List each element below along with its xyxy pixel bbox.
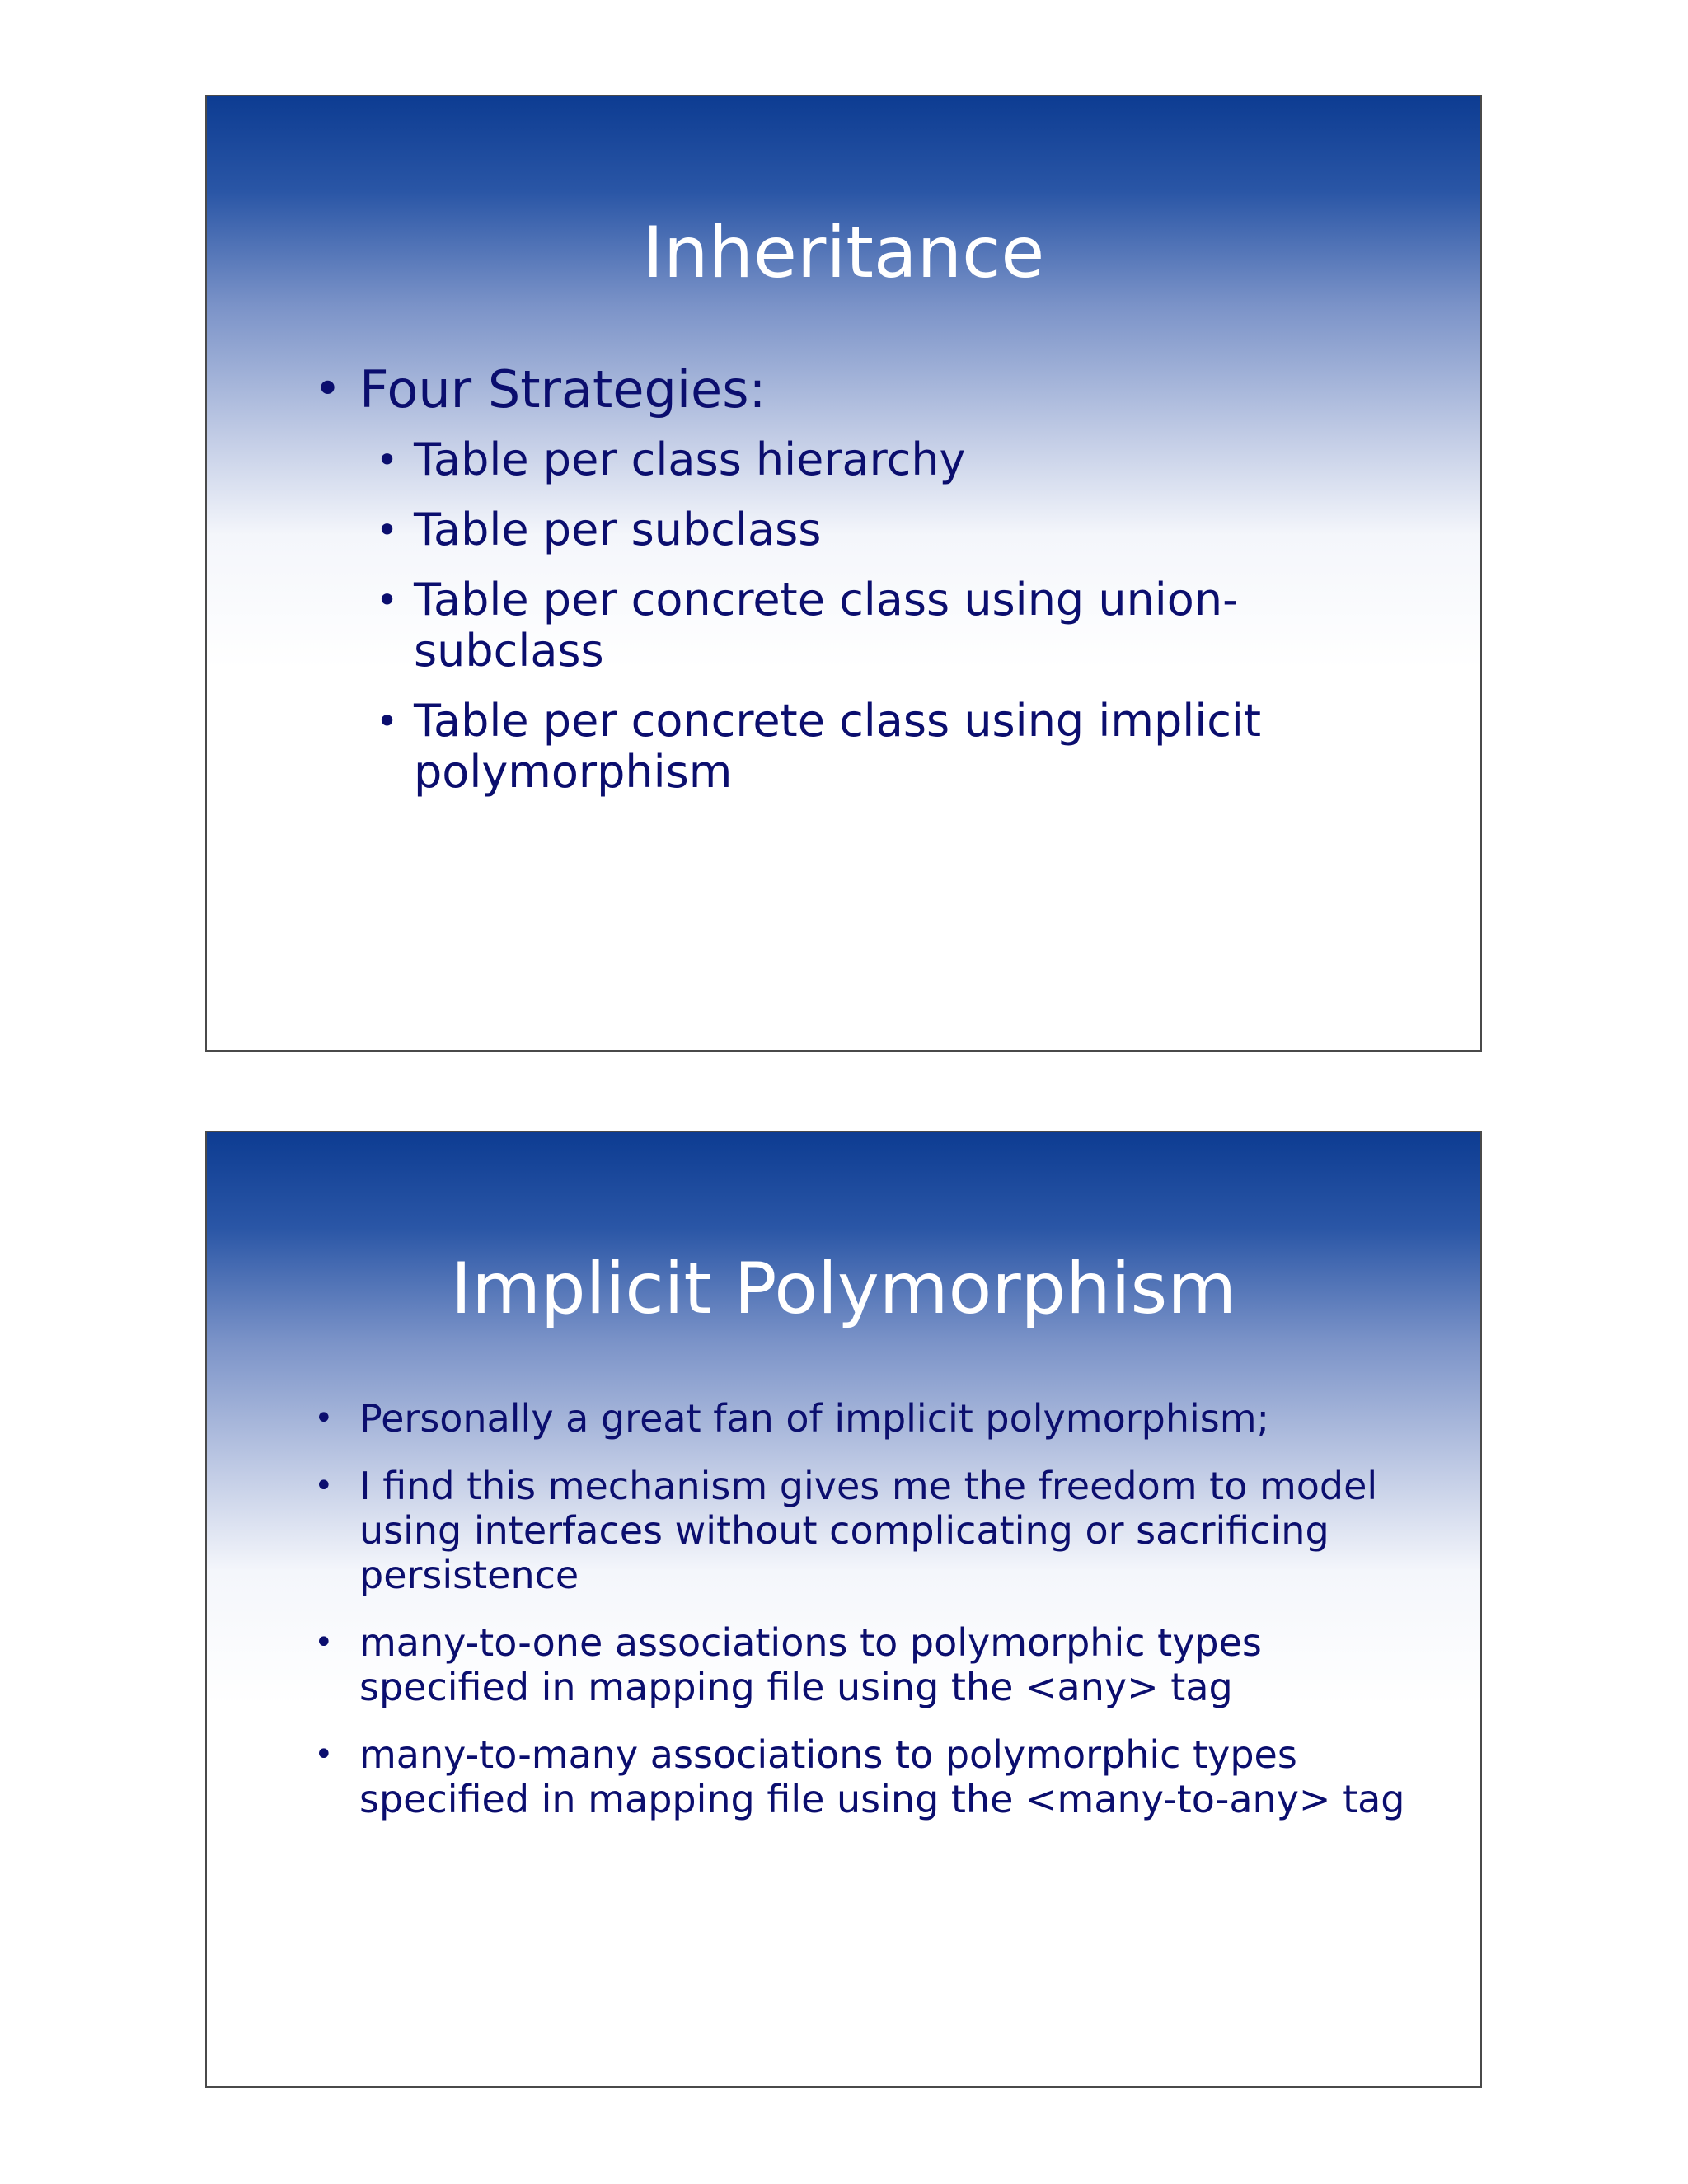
slide-inheritance xyxy=(205,95,1482,1052)
list-item: • Table per class hierarchy xyxy=(376,434,1386,485)
bullet-list xyxy=(314,360,1386,817)
sub-bullet-list xyxy=(376,434,1386,798)
bullet-text: Four Strategies: xyxy=(359,359,767,419)
slide-title: Inheritance xyxy=(642,212,1045,294)
list-item: • I find this mechanism gives me the freedom to model using interfaces without complicating or sacrificing persistence xyxy=(314,1464,1418,1597)
list-item: • many-to-many associations to polymorphic types specified in mapping file using the <many-to-any> tag xyxy=(314,1732,1418,1821)
list-item: • Table per concrete class using union-subclass xyxy=(376,574,1386,677)
list-item: • Personally a great fan of implicit polymorphism; xyxy=(314,1396,1418,1441)
slide-implicit-polymorphism xyxy=(205,1131,1482,2088)
bullet-list xyxy=(314,1396,1418,1844)
slide-title: Implicit Polymorphism xyxy=(450,1248,1237,1330)
list-item: • Table per concrete class using implicit polymorphism xyxy=(376,696,1386,798)
list-item xyxy=(314,360,1386,798)
list-item: • Table per subclass xyxy=(376,504,1386,555)
list-item: • many-to-one associations to polymorphic types specified in mapping file using the <any> tag xyxy=(314,1620,1418,1709)
